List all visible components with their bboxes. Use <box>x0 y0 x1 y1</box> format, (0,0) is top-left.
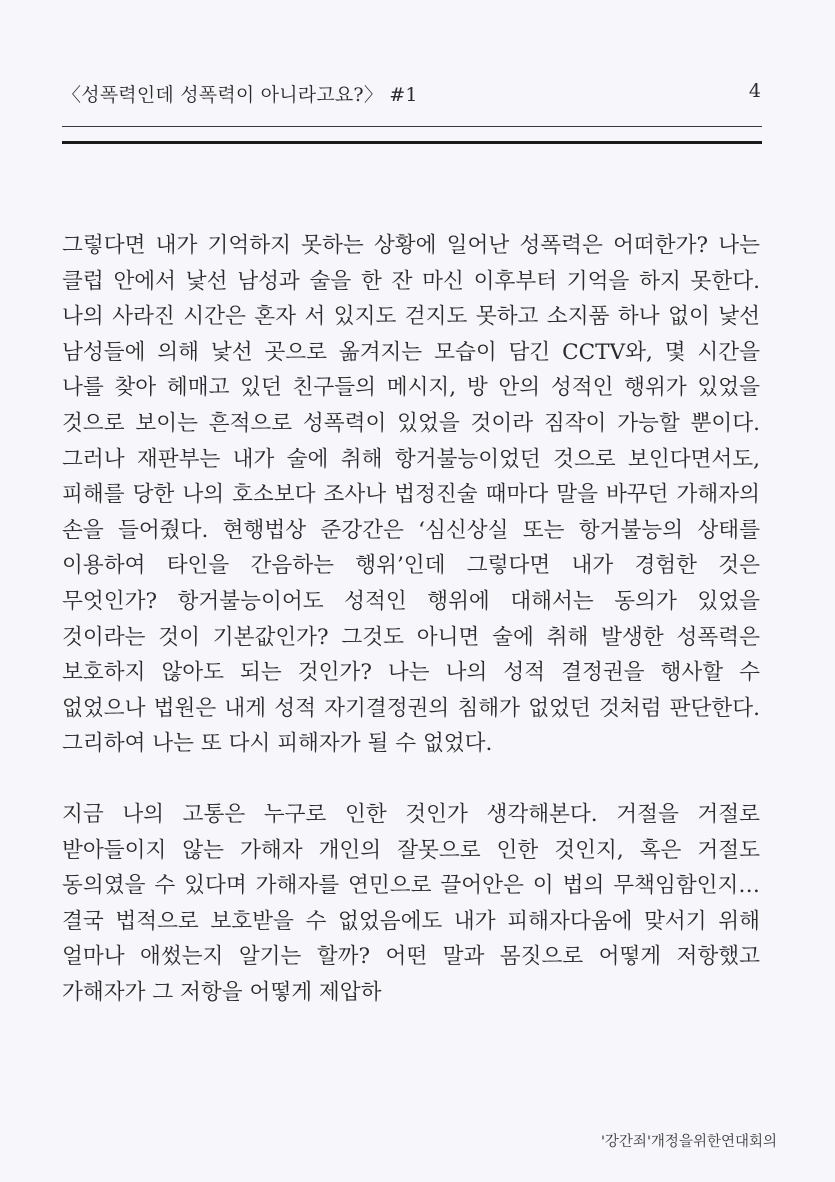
page-number: 4 <box>748 80 761 102</box>
paragraph-2: 지금 나의 고통은 누구로 인한 것인가 생각해본다. 거절을 거절로 받아들이지 않는 가해자 개인의 잘못으로 인한 것인지, 혹은 거절도 동의였을 수 있다며 가해자를 연민으로 끌어안은 이 법의 무책임함인지… 결국 법적으로 보호받을 수 없었음에도 내가 피해자다움에 맞서기 위해 얼마나 애썼는지 알기는 할까? 어떤 말과 몸짓으로 어떻게 저항했고 가해자가 그 저항을 어떻게 제압하 <box>62 801 760 1005</box>
running-title: 〈성폭력인데 성폭력이 아니라고요?〉 #1 <box>62 84 418 106</box>
page-header <box>62 80 761 112</box>
body-text <box>62 228 760 1010</box>
header-rule-thick <box>62 141 762 144</box>
header-rule-thin <box>62 126 762 127</box>
paragraph-1: 그렇다면 내가 기억하지 못하는 상황에 일어난 성폭력은 어떠한가? 나는 클럽 안에서 낯선 남성과 술을 한 잔 마신 이후부터 기억을 하지 못한다. 나의 사라진 시간은 혼자 서 있지도 걷지도 못하고 소지품 하나 없이 낯선 남성들에 의해 낯선 곳으로 옮겨지는 모습이 담긴 CCTV와, 몇 시간을 나를 찾아 헤매고 있던 친구들의 메시지, 방 안의 성적인 행위가 있었을 것으로 보이는 흔적으로 성폭력이 있었을 것이라 짐작이 가능할 뿐이다. 그러나 재판부는 내가 술에 취해 항거불능이었던 것으로 보인다면서도, 피해를 당한 나의 호소보다 조사나 법정진술 때마다 말을 바꾸던 가해자의 손을 들어줬다. 현행법상 준강간은 ‘심신상실 또는 항거불능의 상태를 이용하여 타인을 간음하는 행위’인데 그렇다면 내가 경험한 것은 무엇인가? 항거불능이어도 성적인 행위에 대해서는 동의가 있었을 것이라는 것이 기본값인가? 그것도 아니면 술에 취해 발생한 성폭력은 보호하지 않아도 되는 것인가? 나는 나의 성적 결정권을 행사할 수 없었으나 법원은 내게 성적 자기결정권의 침해가 없었던 것처럼 판단한다. 그리하여 나는 또 다시 피해자가 될 수 없었다. <box>62 233 760 757</box>
footer-organization: '강간죄'개정을위한연대회의 <box>600 1134 777 1150</box>
